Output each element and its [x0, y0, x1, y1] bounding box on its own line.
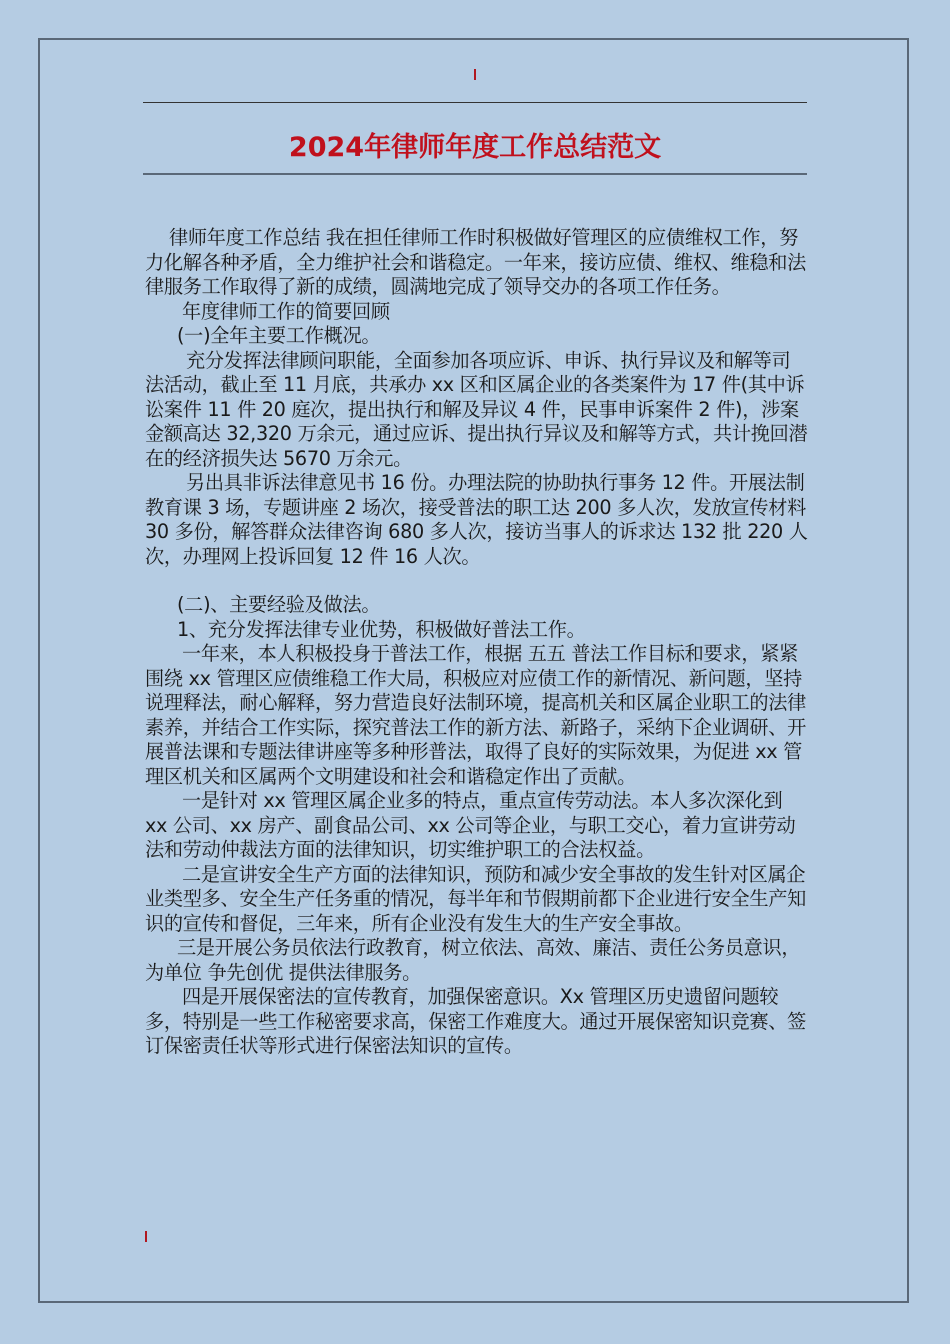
intro-paragraph: 律师年度工作总结 我在担任律师工作时积极做好管理区的应债维权工作，努力化解各种矛盾，全力维护社会和谐稳定。一年来，接访应债、维权、维稳和法律服务工作取得了新的成绩，圆满地完成了领导交办的各项工作任务。	[145, 226, 807, 298]
section-heading: 年度律师工作的简要回顾	[182, 299, 390, 323]
document-title: 2024年律师年度工作总结范文	[288, 132, 662, 163]
blank-line	[145, 569, 809, 593]
paragraph-safety: 二是宣讲安全生产方面的法律知识，预防和减少安全事故的发生针对区属企业类型多、安全生产任务重的情况，每半年和节假期前都下企业进行安全生产知识的宣传和督促，三年来，所有企业没有发生大的生产安全事故。	[145, 862, 807, 935]
document-body	[145, 226, 809, 1059]
header-rule	[143, 102, 807, 103]
footer-cursor-mark	[145, 1231, 147, 1242]
paragraph-legal-education: 一年来，本人积极投身于普法工作，根据 五五 普法工作目标和要求，紧紧围绕 xx 管理区应债维稳工作大局，积极应对应债工作的新情况、新问题，坚持说理释法，耐心解释，努力营造良好法制环境，提高机关和区属企业职工的法律素养，并结合工作实际，探究普法工作的新方法、新路子，采纳下企业调研、开展普法课和专题法律讲座等多种形普法，取得了良好的实际效果，为促进 xx 管理区机关和区属两个文明建设和社会和谐稳定作出了贡献。	[145, 642, 807, 788]
header-cursor-mark	[474, 69, 476, 80]
paragraph-labor-law: 一是针对 xx 管理区属企业多的特点，重点宣传劳动法。本人多次深化到 xx 公司、xx 房产、副食品公司、xx 公司等企业，与职工交心，着力宣讲劳动法和劳动仲裁法方面的法律知识，切实维护职工的合法权益。	[145, 789, 796, 861]
subsection-heading-2: (二)、主要经验及做法。	[177, 593, 381, 616]
subsection-heading-1: (一)全年主要工作概况。	[177, 324, 381, 347]
point-heading-1: 1、充分发挥法律专业优势，积极做好普法工作。	[177, 617, 586, 641]
paragraph-services: 另出具非诉法律意见书 16 份。办理法院的协助执行事务 12 件。开展法制教育课 3 场，专题讲座 2 场次，接受普法的职工达 200 多人次，发放宣传材料 30 多份，解答群众法律咨询 680 多人次，接访当事人的诉求达 132 批 220 人次，办理网上投诉回复 12 件 16 人次。	[145, 471, 808, 568]
paragraph-civil-servant: 三是开展公务员依法行政教育，树立依法、高效、廉洁、责任公务员意识，为单位 争先创优 提供法律服务。	[145, 936, 801, 984]
paragraph-confidentiality: 四是开展保密法的宣传教育，加强保密意识。Xx 管理区历史遗留问题较多，特别是一些工作秘密要求高，保密工作难度大。通过开展保密知识竞赛、签订保密责任状等形式进行保密法知识的宣传。	[145, 985, 807, 1057]
title-underline	[143, 173, 807, 175]
paragraph-cases: 充分发挥法律顾问职能，全面参加各项应诉、申诉、执行异议及和解等司法活动，截止至 11 月底，共承办 xx 区和区属企业的各类案件为 17 件(其中诉讼案件 11 件 20 庭次，提出执行和解及异议 4 件，民事申诉案件 2 件)，涉案金额高达 32,320 万余元，通过应诉、提出执行异议及和解等方式，共计挽回潜在的经济损失达 5670 万余元。	[145, 348, 808, 470]
